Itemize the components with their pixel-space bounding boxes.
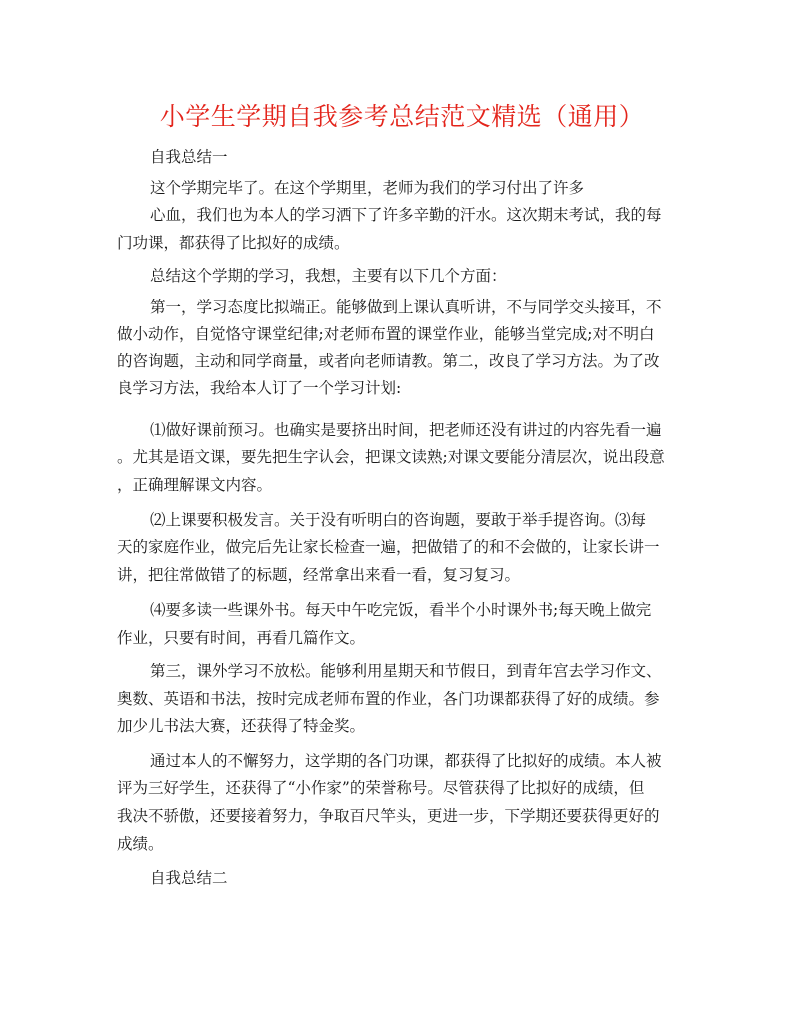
- paragraph-line: ⑴做好课前预习。也确实是要挤出时间，把老师还没有讲过的内容先看一遍: [150, 421, 662, 439]
- paragraph-line: 做小动作，自觉恪守课堂纪律;对老师布置的课堂作业，能够当堂完成;对不明白: [117, 325, 655, 343]
- paragraph-line: 评为三好学生，还获得了“小作家”的荣誉称号。尽管获得了比拟好的成绩，但: [117, 779, 645, 797]
- paragraph-line: 良学习方法，我给本人订了一个学习计划:: [117, 379, 402, 397]
- paragraph-line: 这个学期完毕了。在这个学期里，老师为我们的学习付出了许多: [150, 179, 585, 197]
- paragraph-line: 门功课，都获得了比拟好的成绩。: [117, 234, 350, 252]
- paragraph-line: ⑵上课要积极发言。关于没有听明白的咨询题，要敢于举手提咨询。⑶每: [150, 511, 647, 529]
- paragraph-line: 自我总结二: [150, 869, 228, 887]
- paragraph-line: 天的家庭作业，做完后先让家长检查一遍，把做错了的和不会做的，让家长讲一: [117, 538, 660, 556]
- paragraph-line: 自我总结一: [150, 148, 228, 166]
- document-title: 小学生学期自我参考总结范文精选（通用）: [159, 102, 645, 131]
- paragraph-line: 心血，我们也为本人的学习洒下了许多辛勤的汗水。这次期末考试，我的每: [150, 206, 662, 224]
- paragraph-line: 奥数、英语和书法，按时完成老师布置的作业，各门功课都获得了好的成绩。参: [117, 690, 660, 708]
- paragraph-line: 通过本人的不懈努力，这学期的各门功课，都获得了比拟好的成绩。本人被: [150, 752, 662, 770]
- paragraph-line: 讲，把往常做错了的标题，经常拿出来看一看，复习复习。: [117, 566, 521, 584]
- paragraph-line: 成绩。: [117, 835, 164, 853]
- paragraph-line: 我决不骄傲，还要接着努力，争取百尺竿头，更进一步，下学期还要获得更好的: [117, 807, 660, 825]
- paragraph-line: 。尤其是语文课，要先把生字认会，把课文读熟;对课文要能分清层次，说出段意: [117, 448, 665, 466]
- paragraph-line: 加少儿书法大赛，还获得了特金奖。: [117, 717, 366, 735]
- paragraph-line: 总结这个学期的学习，我想，主要有以下几个方面：: [150, 267, 507, 285]
- paragraph-line: ，正确理解课文内容。: [117, 476, 273, 494]
- paragraph-line: ⑷要多读一些课外书。每天中午吃完饭，看半个小时课外书;每天晚上做完: [150, 601, 652, 619]
- paragraph-line: 作业，只要有时间，再看几篇作文。: [117, 629, 366, 647]
- paragraph-line: 第一，学习态度比拟端正。能够做到上课认真听讲，不与同学交头接耳，不: [150, 298, 662, 316]
- paragraph-line: 的咨询题，主动和同学商量，或者向老师请教。第二，改良了学习方法。为了改: [117, 352, 660, 370]
- paragraph-line: 第三，课外学习不放松。能够利用星期天和节假日，到青年宫去学习作文、: [150, 662, 662, 680]
